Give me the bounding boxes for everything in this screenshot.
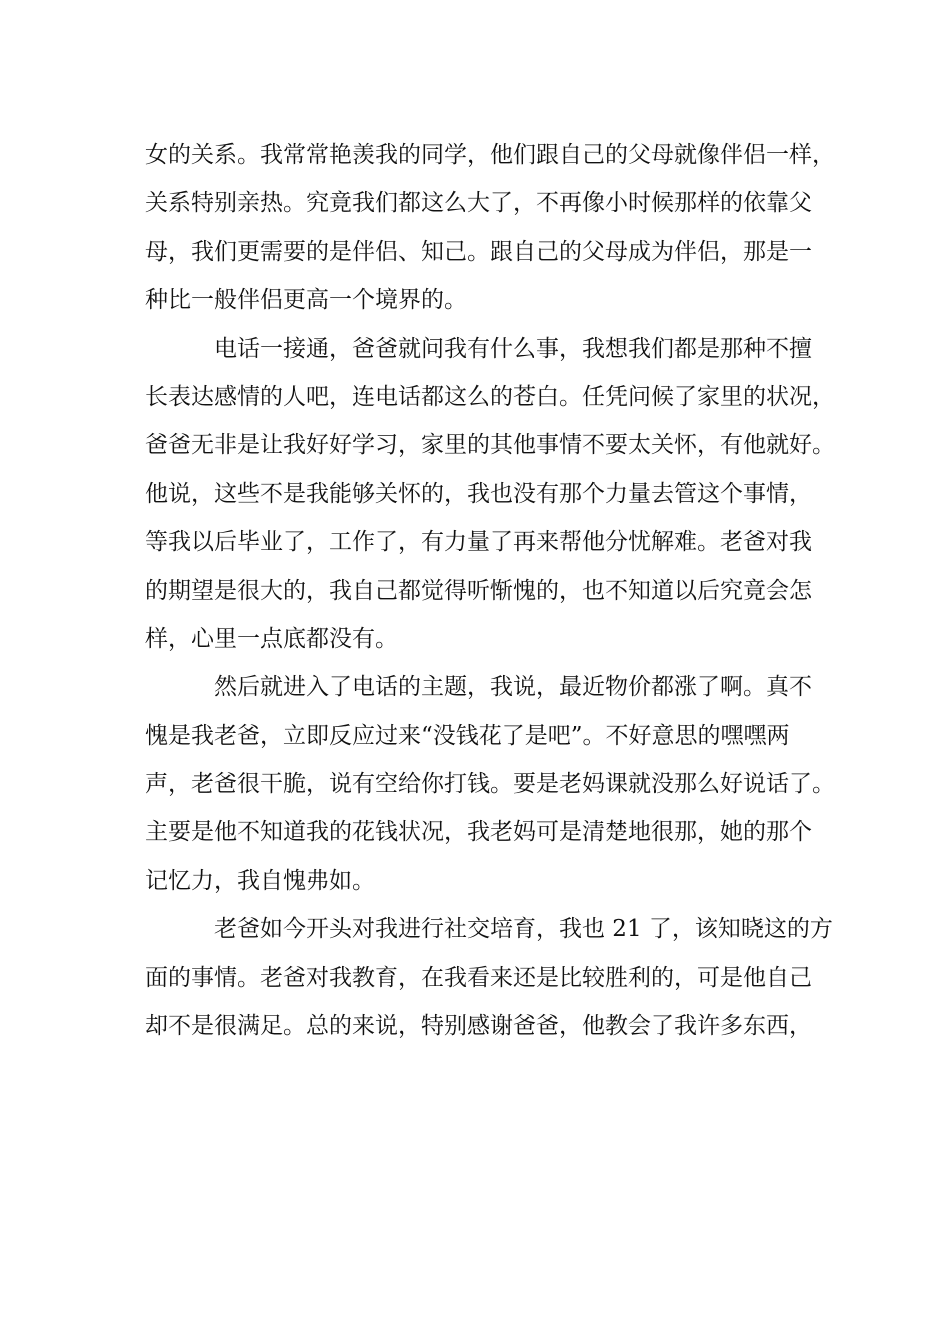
text-line: 样，心里一点底都没有。 [145,625,398,652]
text-line: 长表达感情的人吧，连电话都这么的苍白。任凭问候了家里的状况， [145,383,835,410]
text-line: 面的事情。老爸对我教育，在我看来还是比较胜利的，可是他自己 [145,964,812,991]
text-line: 却不是很满足。总的来说，特别感谢爸爸，他教会了我许多东西， [145,1013,812,1040]
text-line: 声，老爸很干脆，说有空给你打钱。要是老妈课就没那么好说话了。 [145,771,835,798]
text-line: 他说，这些不是我能够关怀的，我也没有那个力量去管这个事情， [145,480,812,507]
paragraph-first-line: 老爸如今开头对我进行社交培育，我也 21 了，该知晓这的方 [214,916,833,943]
text-line: 等我以后毕业了，工作了，有力量了再来帮他分忧解难。老爸对我 [145,529,812,556]
text-line: 关系特别亲热。究竟我们都这么大了，不再像小时候那样的依靠父 [145,190,812,217]
text-line: 愧是我老爸，立即反应过来“没钱花了是吧”。不好意思的嘿嘿两 [145,722,790,749]
text-line: 爸爸无非是让我好好学习，家里的其他事情不要太关怀，有他就好。 [145,432,835,459]
text-line: 主要是他不知道我的花钱状况，我老妈可是清楚地很那，她的那个 [145,819,812,846]
text-line: 记忆力，我自愧弗如。 [145,867,375,894]
text-line: 种比一般伴侣更高一个境界的。 [145,287,467,314]
paragraph-first-line: 然后就进入了电话的主题，我说，最近物价都涨了啊。真不 [214,674,812,701]
paragraph-first-line: 电话一接通，爸爸就问我有什么事，我想我们都是那种不擅 [214,335,812,362]
body-text [145,131,835,1050]
text-line: 的期望是很大的，我自己都觉得听惭愧的，也不知道以后究竟会怎 [145,577,812,604]
text-line: 母，我们更需要的是伴侣、知己。跟自己的父母成为伴侣，那是一 [145,238,812,265]
text-line: 女的关系。我常常艳羡我的同学，他们跟自己的父母就像伴侣一样， [145,142,835,168]
